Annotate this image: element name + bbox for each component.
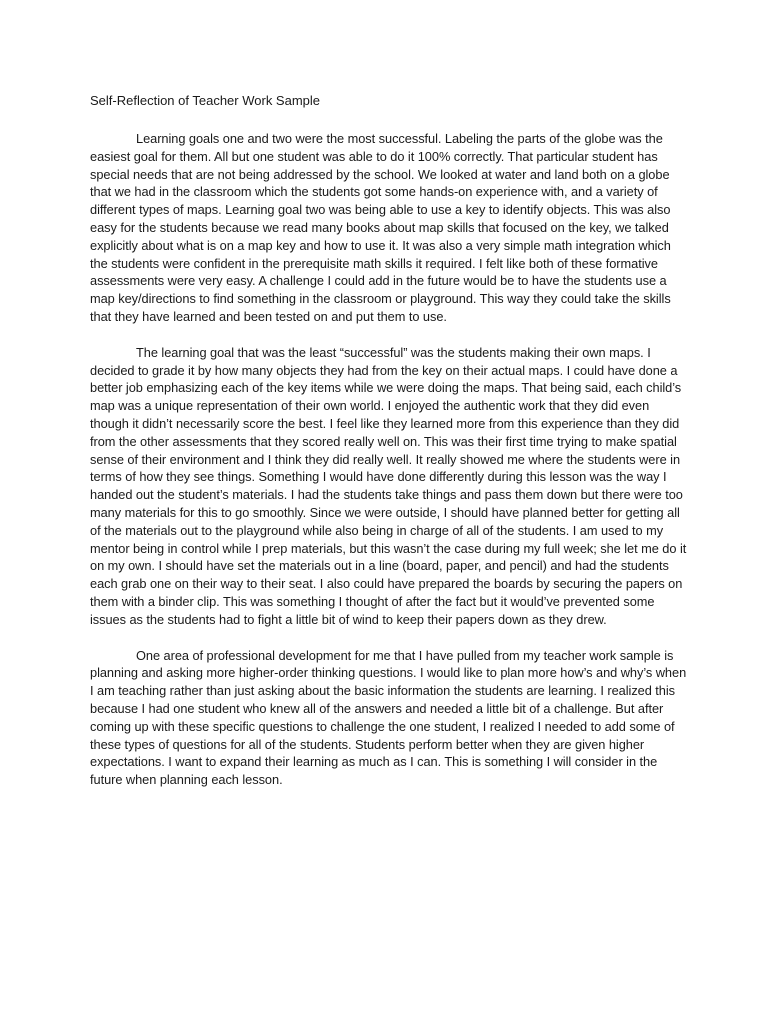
document-title: Self-Reflection of Teacher Work Sample (90, 93, 321, 108)
paragraph-professional-development: One area of professional development for me that I have pulled from my teacher work sample is planning and asking more higher-order thinking questions. I would like to plan more how’s and why’s when I am teaching rather than just asking about the basic information the students are learning. I realized this because I had one student who knew all of the answers and needed a little bit of a challenge. But after coming up with these specific questions to challenge the one student, I realized I needed to add some of these types of questions for all of the students. Students perform better when they are given higher expectations. I want to expand their learning as much as I can. This is something I will consider in the future when planning each lesson. (90, 647, 687, 788)
paragraph-learning-goals-success: Learning goals one and two were the most successful. Labeling the parts of the globe was the easiest goal for them. All but one student was able to do it 100% correctly. That particular student has special needs that are not being addressed by the school. We looked at water and land both on a globe that we had in the classroom which the students got some hands-on experience with, and a variety of different types of maps. Learning goal two was being able to use a key to identify objects. This was also easy for the students because we read many books about map skills that focused on the key, we talked explicitly about what is on a map key and how to use it. It was also a very simple math integration which the students were confident in the prerequisite math skills it required. I felt like both of these formative assessments were very easy. A challenge I could add in the future would be to have the students use a map key/directions to find something in the classroom or playground. This way they could take the skills that they have learned and been tested on and put them to use. (90, 131, 671, 324)
document-page (90, 92, 688, 807)
paragraph-least-successful-goal: The learning goal that was the least “successful” was the students making their own maps. I decided to grade it by how many objects they had from the key on their actual maps. I could have done a better job emphasizing each of the key items while we were doing the maps. That being said, each child’s map was a unique representation of their own world. I enjoyed the authentic work that they did even though it didn’t necessarily score the best. I feel like they learned more from this experience than they did from the other assessments that they scored really well on. This was their first time trying to make spatial sense of their environment and I think they did really well. It really showed me where the students were in terms of how they see things. Something I would have done differently during this lesson was the way I handed out the student’s materials. I had the students take things and pass them down but there were too many materials for this to go smoothly. Since we were outside, I should have planned better for getting all of the materials out to the playground while also being in charge of all of the students. I am used to my mentor being in control while I prep materials, but this wasn’t the case during my full week; she let me do it on my own. I should have set the materials out in a line (board, paper, and pencil) and had the students each grab one on their way to their seat. I also could have prepared the boards by securing the papers on them with a binder clip. This was something I thought of after the fact but it would’ve prevented some issues as the students had to fight a little bit of wind to keep their papers down as they drew. (90, 344, 687, 627)
